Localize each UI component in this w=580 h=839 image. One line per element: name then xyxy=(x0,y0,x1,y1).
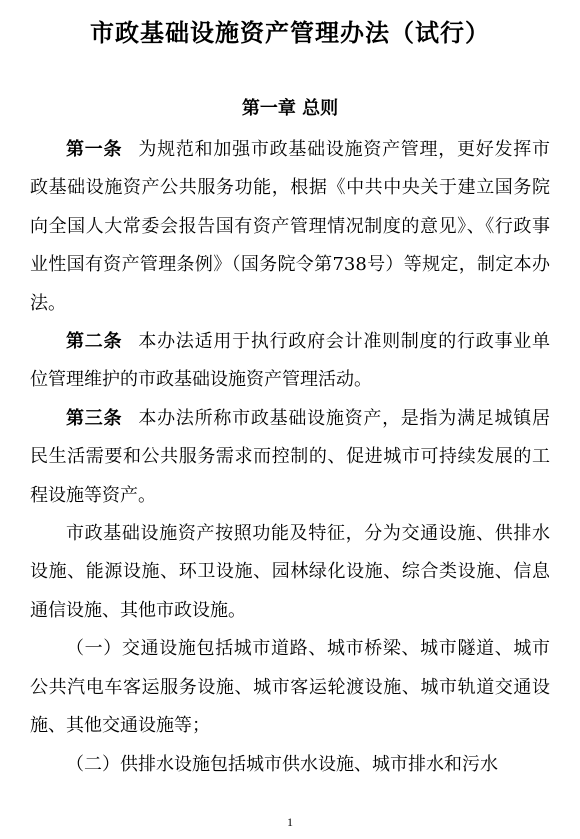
water-facilities-paragraph: （二）供排水设施包括城市供水设施、城市排水和污水 xyxy=(66,753,498,775)
document-title: 市政基础设施资产管理办法（试行） xyxy=(90,19,490,47)
document-body xyxy=(30,131,550,784)
article-3-paragraph xyxy=(30,400,550,515)
article-text: 为规范和加强市政基础设施资产管理，更好发挥市政基础设施资产公共服务功能，根据《中共中央关于建立国务院向全国人大常委会报告国有资产管理情况制度的意见》、《行政事业性国有资产管理条例》（国务院令第738号）等规定，制定本办法。 xyxy=(30,139,551,314)
article-2-paragraph xyxy=(30,323,550,400)
classification-paragraph: 市政基础设施资产按照功能及特征，分为交通设施、供排水设施、能源设施、环卫设施、园林绿化设施、综合类设施、信息通信设施、其他市政设施。 xyxy=(30,523,550,621)
article-1-paragraph xyxy=(30,131,550,323)
article-number: 第二条 xyxy=(66,331,123,353)
article-number: 第三条 xyxy=(66,407,123,429)
article-text: 本办法所称市政基础设施资产，是指为满足城镇居民生活需要和公共服务需求而控制的、促进城市可持续发展的工程设施等资产。 xyxy=(30,407,551,506)
transport-facilities-paragraph: （一）交通设施包括城市道路、城市桥梁、城市隧道、城市公共汽电车客运服务设施、城市客运轮渡设施、城市轨道交通设施、其他交通设施等； xyxy=(30,638,550,737)
chapter-heading: 第一章 总则 xyxy=(241,98,339,119)
article-text: 本办法适用于执行政府会计准则制度的行政事业单位管理维护的市政基础设施资产管理活动。 xyxy=(30,331,551,391)
page-number: 1 xyxy=(287,815,293,829)
article-number: 第一条 xyxy=(66,139,123,160)
